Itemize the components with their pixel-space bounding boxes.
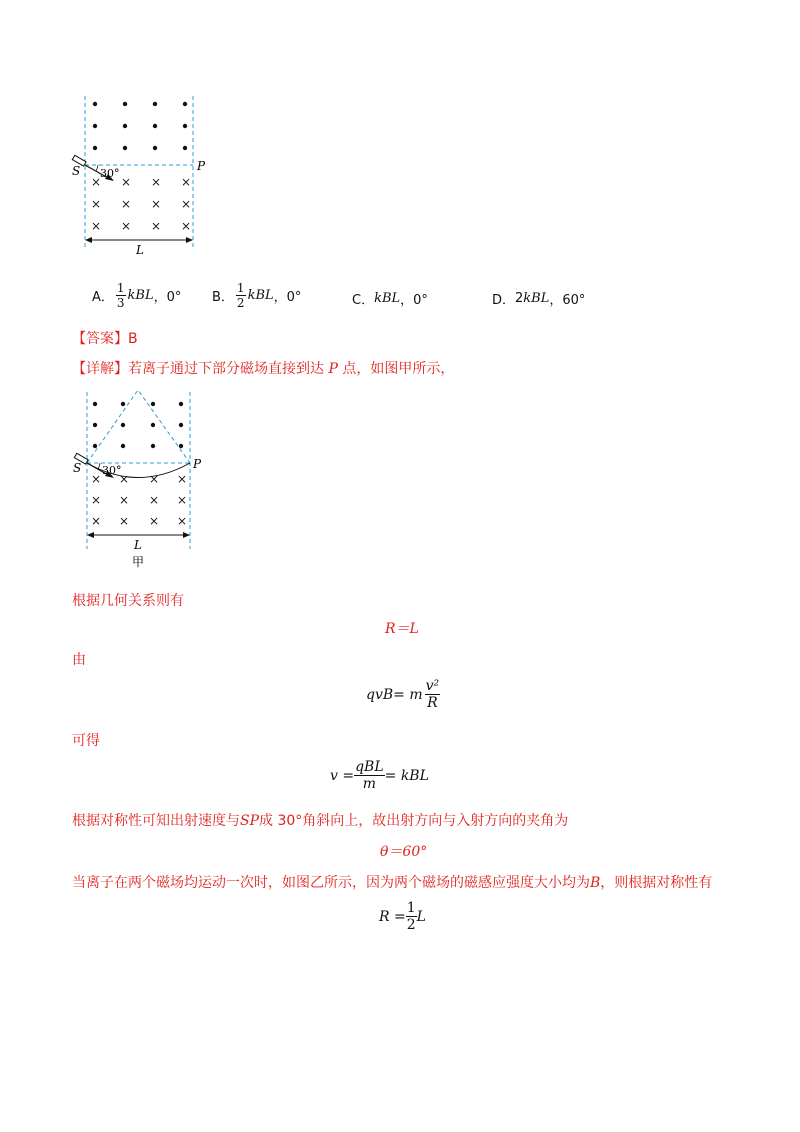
length-label: L [134, 538, 142, 552]
figure-caption: 甲 [132, 555, 145, 569]
detail-label: 【详解】 [72, 361, 128, 377]
svg-text:×: × [90, 493, 102, 507]
figure-1 [60, 88, 220, 258]
numerator: qBL [355, 759, 384, 775]
point-p-label: P [197, 159, 206, 173]
equation-force [366, 679, 440, 710]
svg-text:×: × [150, 175, 162, 189]
equation-r-equals-l: R＝L [385, 621, 419, 637]
fraction [116, 282, 126, 309]
option-c [352, 289, 428, 308]
eq-lhs: v = [330, 767, 355, 784]
case2-b: B [590, 875, 601, 891]
svg-text:×: × [148, 514, 160, 528]
by-text: 由 [72, 652, 86, 668]
symmetry-part-1: 根据对称性可知出射速度与 [72, 813, 240, 829]
eq-lhs: qvB [366, 686, 394, 703]
option-expr: kBL [374, 291, 401, 306]
svg-text:×: × [176, 514, 188, 528]
option-angle: ，0° [273, 290, 302, 305]
denominator: 2 [236, 296, 245, 310]
detail-text-end: 点，如图甲所示， [337, 361, 455, 377]
svg-text:×: × [180, 175, 192, 189]
answer-line [72, 329, 138, 349]
option-expr: kBL [247, 288, 274, 303]
fraction [406, 901, 417, 932]
eq-mid: = m [393, 686, 423, 703]
point-s-label: S [73, 461, 82, 475]
symmetry-part-2: 成 30°角斜向上，故出射方向与入射方向的夹角为 [259, 813, 569, 829]
svg-text:×: × [148, 493, 160, 507]
option-angle: ，0° [400, 293, 428, 308]
denominator: R [427, 695, 438, 711]
option-d [492, 289, 585, 308]
detail-line [72, 359, 454, 379]
svg-text:×: × [90, 219, 102, 233]
option-angle: ，0° [153, 290, 182, 305]
equation-v [330, 760, 429, 791]
obtain-text: 可得 [72, 733, 100, 749]
svg-text:×: × [120, 219, 132, 233]
option-expr: kBL [523, 291, 550, 306]
case2-text [72, 873, 712, 893]
svg-text:×: × [90, 472, 102, 486]
svg-text:×: × [118, 493, 130, 507]
option-letter: B． [212, 290, 234, 305]
eq-lhs: R = [379, 908, 406, 925]
svg-text:×: × [118, 472, 130, 486]
figure-2 [62, 384, 212, 570]
detail-point: P [328, 361, 338, 377]
option-angle: ，60° [549, 293, 586, 308]
denominator: 3 [116, 296, 125, 310]
equation-r-half [379, 901, 426, 932]
numerator: 1 [406, 900, 416, 916]
length-label: L [136, 243, 144, 257]
numerator: 1 [236, 281, 245, 295]
eq-rhs: = kBL [384, 767, 429, 784]
equation-theta: θ＝60° [380, 844, 428, 860]
svg-text:×: × [118, 514, 130, 528]
svg-text:×: × [90, 175, 102, 189]
detail-text: 若离子通过下部分磁场直接到达 [128, 361, 329, 377]
svg-text:×: × [176, 493, 188, 507]
option-letter: A． [92, 290, 114, 305]
svg-text:×: × [180, 219, 192, 233]
option-a [92, 282, 181, 309]
eq-rhs: L [416, 908, 426, 925]
option-b [212, 282, 301, 309]
svg-text:×: × [90, 514, 102, 528]
symmetry-text [72, 811, 568, 831]
numerator: 1 [116, 281, 125, 295]
numerator: v² [425, 678, 440, 694]
option-letter: D． [492, 293, 516, 308]
answer-label: 【答案】 [72, 331, 128, 347]
angle-label: 30° [100, 167, 120, 180]
svg-text:×: × [180, 197, 192, 211]
svg-text:×: × [120, 175, 132, 189]
svg-text:×: × [150, 219, 162, 233]
option-expr: kBL [127, 288, 154, 303]
svg-text:×: × [176, 472, 188, 486]
geometry-text: 根据几何关系则有 [72, 593, 184, 609]
case2-part-1: 当离子在两个磁场均运动一次时，如图乙所示，因为两个磁场的磁感应强度大小均为 [72, 875, 590, 891]
point-p-label: P [193, 457, 202, 471]
point-s-label: S [72, 164, 81, 178]
fraction [425, 679, 441, 710]
symmetry-sp: SP [240, 813, 260, 829]
angle-label: 30° [102, 464, 122, 477]
fraction [354, 760, 385, 791]
svg-text:×: × [90, 197, 102, 211]
denominator: m [362, 776, 376, 792]
denominator: 2 [406, 917, 416, 933]
option-letter: C． [352, 293, 375, 308]
fraction [236, 282, 246, 309]
svg-text:×: × [120, 197, 132, 211]
case2-part-2: ，则根据对称性有 [600, 875, 713, 891]
svg-text:×: × [150, 197, 162, 211]
answer-value: B [128, 331, 138, 347]
svg-text:×: × [148, 472, 160, 486]
option-coef: 2 [515, 291, 524, 306]
